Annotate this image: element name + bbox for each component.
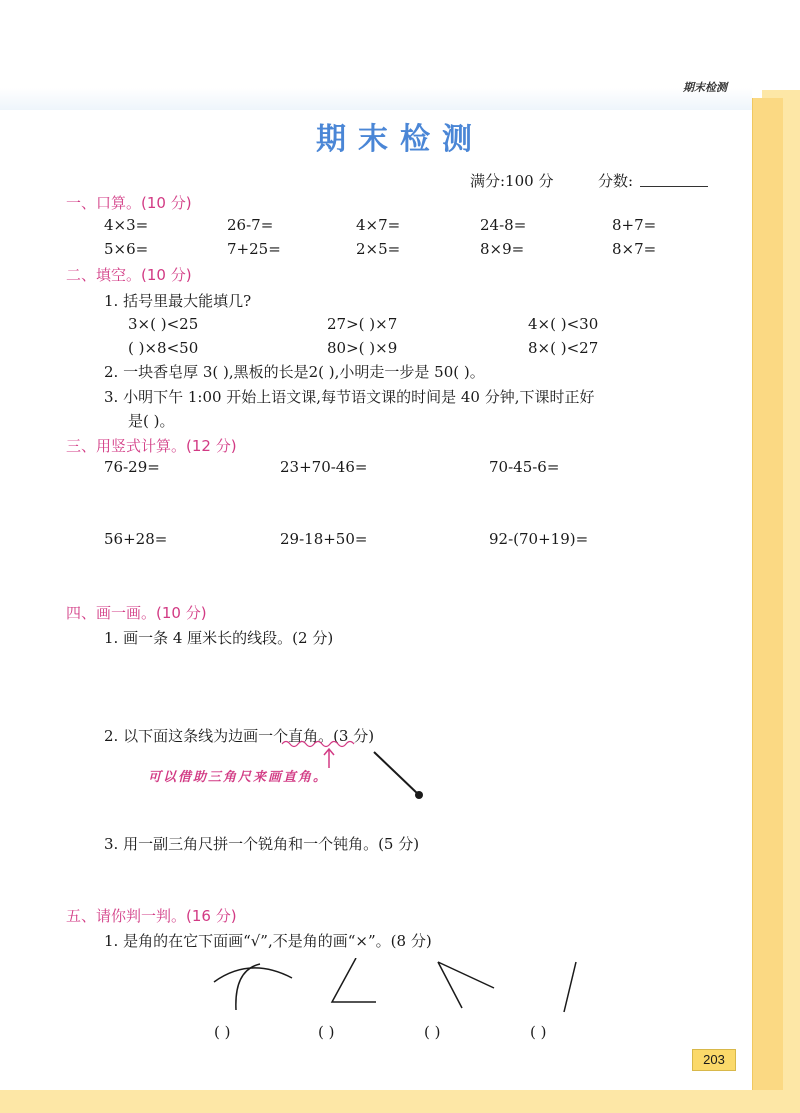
header-rule — [0, 0, 752, 110]
figure-curve-shape — [214, 964, 292, 1010]
section4-heading: 四、画一画。(10 分) — [66, 604, 207, 622]
score-label: 分数: — [598, 172, 634, 190]
hint-note: 可以借助三角尺来画直角。 — [148, 770, 329, 785]
fill-q3-line1: 3. 小明下午 1:00 开始上语文课,每节语文课的时间是 40 分钟,下课时正好 — [104, 388, 595, 406]
page-edge-mid — [752, 98, 783, 1113]
page-edge-bottom — [0, 1090, 800, 1113]
oral-item: 4×3= — [104, 216, 149, 234]
calc-item: 56+28= — [104, 530, 168, 548]
answer-blank[interactable]: ( ) — [530, 1023, 547, 1041]
oral-item: 26-7= — [227, 216, 274, 234]
angle-figures — [200, 958, 600, 1013]
judge-q1: 1. 是角的在它下面画“√”,不是角的画“×”。(8 分) — [104, 932, 432, 950]
fill-q1: 1. 括号里最大能填几? — [104, 292, 252, 310]
fill-item: 80>( )×9 — [327, 339, 398, 357]
figure-angle-3 — [438, 962, 494, 1008]
oral-item: 2×5= — [356, 240, 401, 258]
header-tag: 期末检测 — [683, 81, 727, 94]
full-score: 满分:100 分 — [470, 172, 554, 190]
fill-q3-line2: 是( )。 — [128, 412, 175, 430]
fill-item: 8×( )<27 — [528, 339, 599, 357]
fill-q2: 2. 一块香皂厚 3( ),黑板的长是2( ),小明走一步是 50( )。 — [104, 363, 485, 381]
draw-q2: 2. 以下面这条线为边画一个直角。(3 分) — [104, 727, 375, 745]
calc-item: 70-45-6= — [489, 458, 560, 476]
oral-item: 7+25= — [227, 240, 281, 258]
draw-q1: 1. 画一条 4 厘米长的线段。(2 分) — [104, 629, 334, 647]
figure-angle-2 — [332, 958, 376, 1002]
answer-blank[interactable]: ( ) — [214, 1023, 231, 1041]
section3-heading: 三、用竖式计算。(12 分) — [66, 437, 237, 455]
calc-item: 23+70-46= — [280, 458, 368, 476]
section5-heading: 五、请你判一判。(16 分) — [66, 907, 237, 925]
oral-item: 8+7= — [612, 216, 657, 234]
oral-item: 24-8= — [480, 216, 527, 234]
figure-line — [564, 962, 576, 1012]
fill-item: 27>( )×7 — [327, 315, 398, 333]
fill-item: 3×( )<25 — [128, 315, 199, 333]
draw-q3: 3. 用一副三角尺拼一个锐角和一个钝角。(5 分) — [104, 835, 420, 853]
fill-item: 4×( )<30 — [528, 315, 599, 333]
oral-item: 8×7= — [612, 240, 657, 258]
calc-item: 29-18+50= — [280, 530, 368, 548]
answer-blank[interactable]: ( ) — [318, 1023, 335, 1041]
wavy-underline — [280, 738, 360, 750]
fill-item: ( )×8<50 — [128, 339, 199, 357]
oral-item: 4×7= — [356, 216, 401, 234]
section1-heading: 一、口算。(10 分) — [66, 194, 192, 212]
section2-heading: 二、填空。(10 分) — [66, 266, 192, 284]
page-title: 期末检测 — [316, 122, 484, 157]
calc-item: 76-29= — [104, 458, 160, 476]
score-blank[interactable] — [640, 186, 708, 187]
page-number: 203 — [692, 1049, 736, 1071]
calc-item: 92-(70+19)= — [489, 530, 589, 548]
answer-blank[interactable]: ( ) — [424, 1023, 441, 1041]
oral-item: 5×6= — [104, 240, 149, 258]
oral-item: 8×9= — [480, 240, 525, 258]
right-angle-base-line — [370, 748, 430, 804]
